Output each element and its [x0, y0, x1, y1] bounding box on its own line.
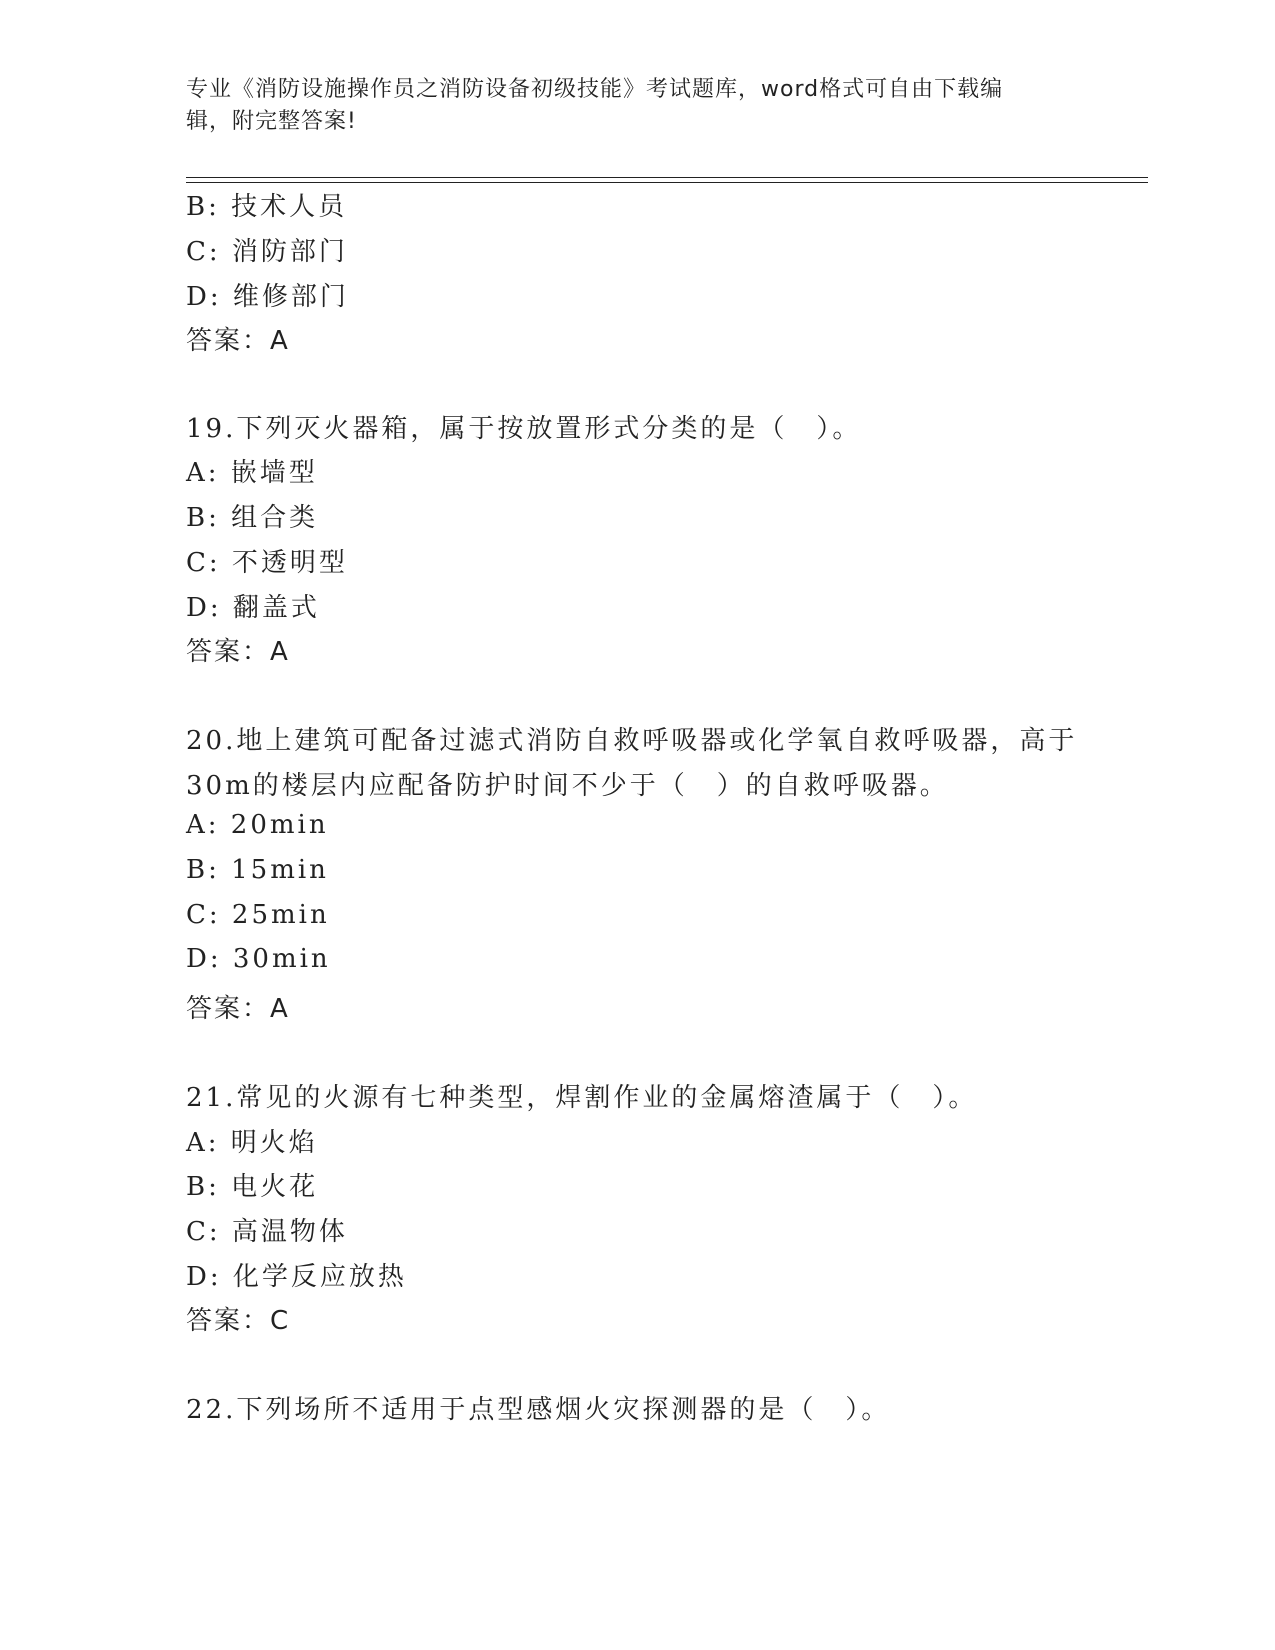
- option-d: D: 翻盖式: [186, 593, 320, 623]
- option-c: C: 不透明型: [186, 548, 348, 578]
- answer-line: 答案：A: [186, 637, 290, 667]
- option-a: A: 明火焰: [186, 1128, 318, 1158]
- option-b: B: 15min: [186, 855, 329, 885]
- answer-line: 答案：A: [186, 326, 290, 356]
- option-b: B: 技术人员: [186, 192, 348, 222]
- option-b: B: 电火花: [186, 1172, 319, 1202]
- question-19: 19.下列灭火器箱，属于按放置形式分类的是（ ）。: [186, 414, 862, 444]
- document-header: [186, 74, 1066, 138]
- answer-line: 答案：A: [186, 994, 290, 1024]
- header-line-2: 辑，附完整答案!: [186, 109, 357, 134]
- header-divider-bottom: [186, 182, 1148, 183]
- option-d: D: 30min: [186, 944, 331, 974]
- option-c: C: 消防部门: [186, 237, 348, 267]
- question-20: 20.地上建筑可配备过滤式消防自救呼吸器或化学氧自救呼吸器，高于: [186, 726, 1078, 756]
- header-divider-top: [186, 177, 1148, 178]
- option-d: D: 维修部门: [186, 282, 349, 312]
- answer-line: 答案：C: [186, 1306, 291, 1336]
- option-a: A: 20min: [186, 810, 329, 840]
- option-c: C: 25min: [186, 900, 330, 930]
- question-21: 21.常见的火源有七种类型，焊割作业的金属熔渣属于（ ）。: [186, 1083, 978, 1113]
- option-c: C: 高温物体: [186, 1217, 348, 1247]
- header-line-1: 专业《消防设施操作员之消防设备初级技能》考试题库，word格式可自由下载编: [186, 77, 1004, 102]
- option-a: A: 嵌墙型: [186, 458, 318, 488]
- option-b: B: 组合类: [186, 503, 319, 533]
- question-22: 22.下列场所不适用于点型感烟火灾探测器的是（ ）。: [186, 1395, 891, 1425]
- option-d: D: 化学反应放热: [186, 1262, 407, 1292]
- question-20-cont: 30m的楼层内应配备防护时间不少于（ ）的自救呼吸器。: [186, 771, 949, 801]
